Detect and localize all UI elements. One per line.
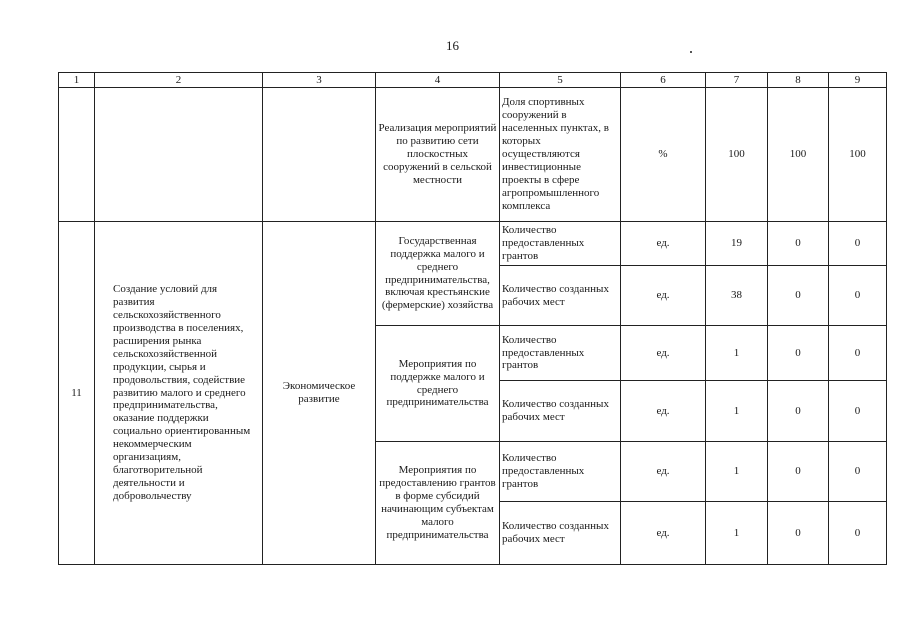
value-cell: 100 (768, 88, 829, 222)
value-cell: 0 (768, 381, 829, 442)
unit-cell: ед. (621, 326, 706, 381)
event-cell: Государственная поддержка малого и среднего предпринимательства, включая крестьянские (фермерские) хозяйства (376, 222, 500, 326)
column-number-header: 8 (768, 73, 829, 88)
event-cell: Реализация мероприятий по развитию сети плоскостных сооружений в сельской местности (376, 88, 500, 222)
item-direction: Экономическое развитие (263, 222, 376, 565)
value-cell: 38 (706, 266, 768, 326)
column-number-header: 9 (829, 73, 887, 88)
column-number-header: 1 (59, 73, 95, 88)
column-number-header: 4 (376, 73, 500, 88)
scan-speck (690, 51, 692, 53)
indicator-cell: Количество предоставленных грантов (500, 442, 621, 502)
event-cell: Мероприятия по поддержке малого и среднего предпринимательства (376, 326, 500, 442)
page-number: 16 (446, 38, 459, 53)
column-number-header: 3 (263, 73, 376, 88)
value-cell: 100 (706, 88, 768, 222)
value-cell: 1 (706, 326, 768, 381)
value-cell: 0 (768, 326, 829, 381)
column-number-header-row (59, 73, 887, 88)
unit-cell: ед. (621, 381, 706, 442)
indicator-cell: Количество созданных рабочих мест (500, 381, 621, 442)
value-cell: 1 (706, 502, 768, 565)
item-number: 11 (59, 222, 95, 565)
empty-cell (263, 88, 376, 222)
value-cell: 0 (829, 381, 887, 442)
indicator-cell: Доля спортивных сооружений в населенных пунктах, в которых осуществляются инвестиционные проекты в сфере агропромышленного комплекса (500, 88, 621, 222)
column-number-header: 6 (621, 73, 706, 88)
column-number-header: 5 (500, 73, 621, 88)
indicator-cell: Количество предоставленных грантов (500, 222, 621, 266)
value-cell: 1 (706, 442, 768, 502)
event-cell: Мероприятия по предоставлению грантов в форме субсидий начинающим субъектам малого предпринимательства (376, 442, 500, 565)
value-cell: 0 (829, 222, 887, 266)
column-number-header: 7 (706, 73, 768, 88)
value-cell: 100 (829, 88, 887, 222)
column-number-header: 2 (95, 73, 263, 88)
value-cell: 0 (829, 502, 887, 565)
empty-cell (95, 88, 263, 222)
unit-cell: ед. (621, 502, 706, 565)
value-cell: 0 (829, 266, 887, 326)
table-row (59, 222, 887, 266)
unit-cell: % (621, 88, 706, 222)
item-description: Создание условий для развития сельскохозяйственного производства в поселениях, расширения рынка сельскохозяйственной продукции, сырья и продовольствия, содействие развитию малого и среднего предпринимательства, оказание поддержки социально ориентированным некоммерческим организациям, благотворительной деятельности и добровольчеству (95, 222, 263, 565)
unit-cell: ед. (621, 222, 706, 266)
value-cell: 19 (706, 222, 768, 266)
indicator-cell: Количество созданных рабочих мест (500, 502, 621, 565)
unit-cell: ед. (621, 442, 706, 502)
value-cell: 1 (706, 381, 768, 442)
value-cell: 0 (829, 442, 887, 502)
table-row (59, 88, 887, 222)
value-cell: 0 (829, 326, 887, 381)
value-cell: 0 (768, 266, 829, 326)
unit-cell: ед. (621, 266, 706, 326)
value-cell: 0 (768, 442, 829, 502)
value-cell: 0 (768, 502, 829, 565)
indicator-cell: Количество предоставленных грантов (500, 326, 621, 381)
value-cell: 0 (768, 222, 829, 266)
indicator-cell: Количество созданных рабочих мест (500, 266, 621, 326)
program-indicators-table (58, 72, 887, 565)
empty-cell (59, 88, 95, 222)
